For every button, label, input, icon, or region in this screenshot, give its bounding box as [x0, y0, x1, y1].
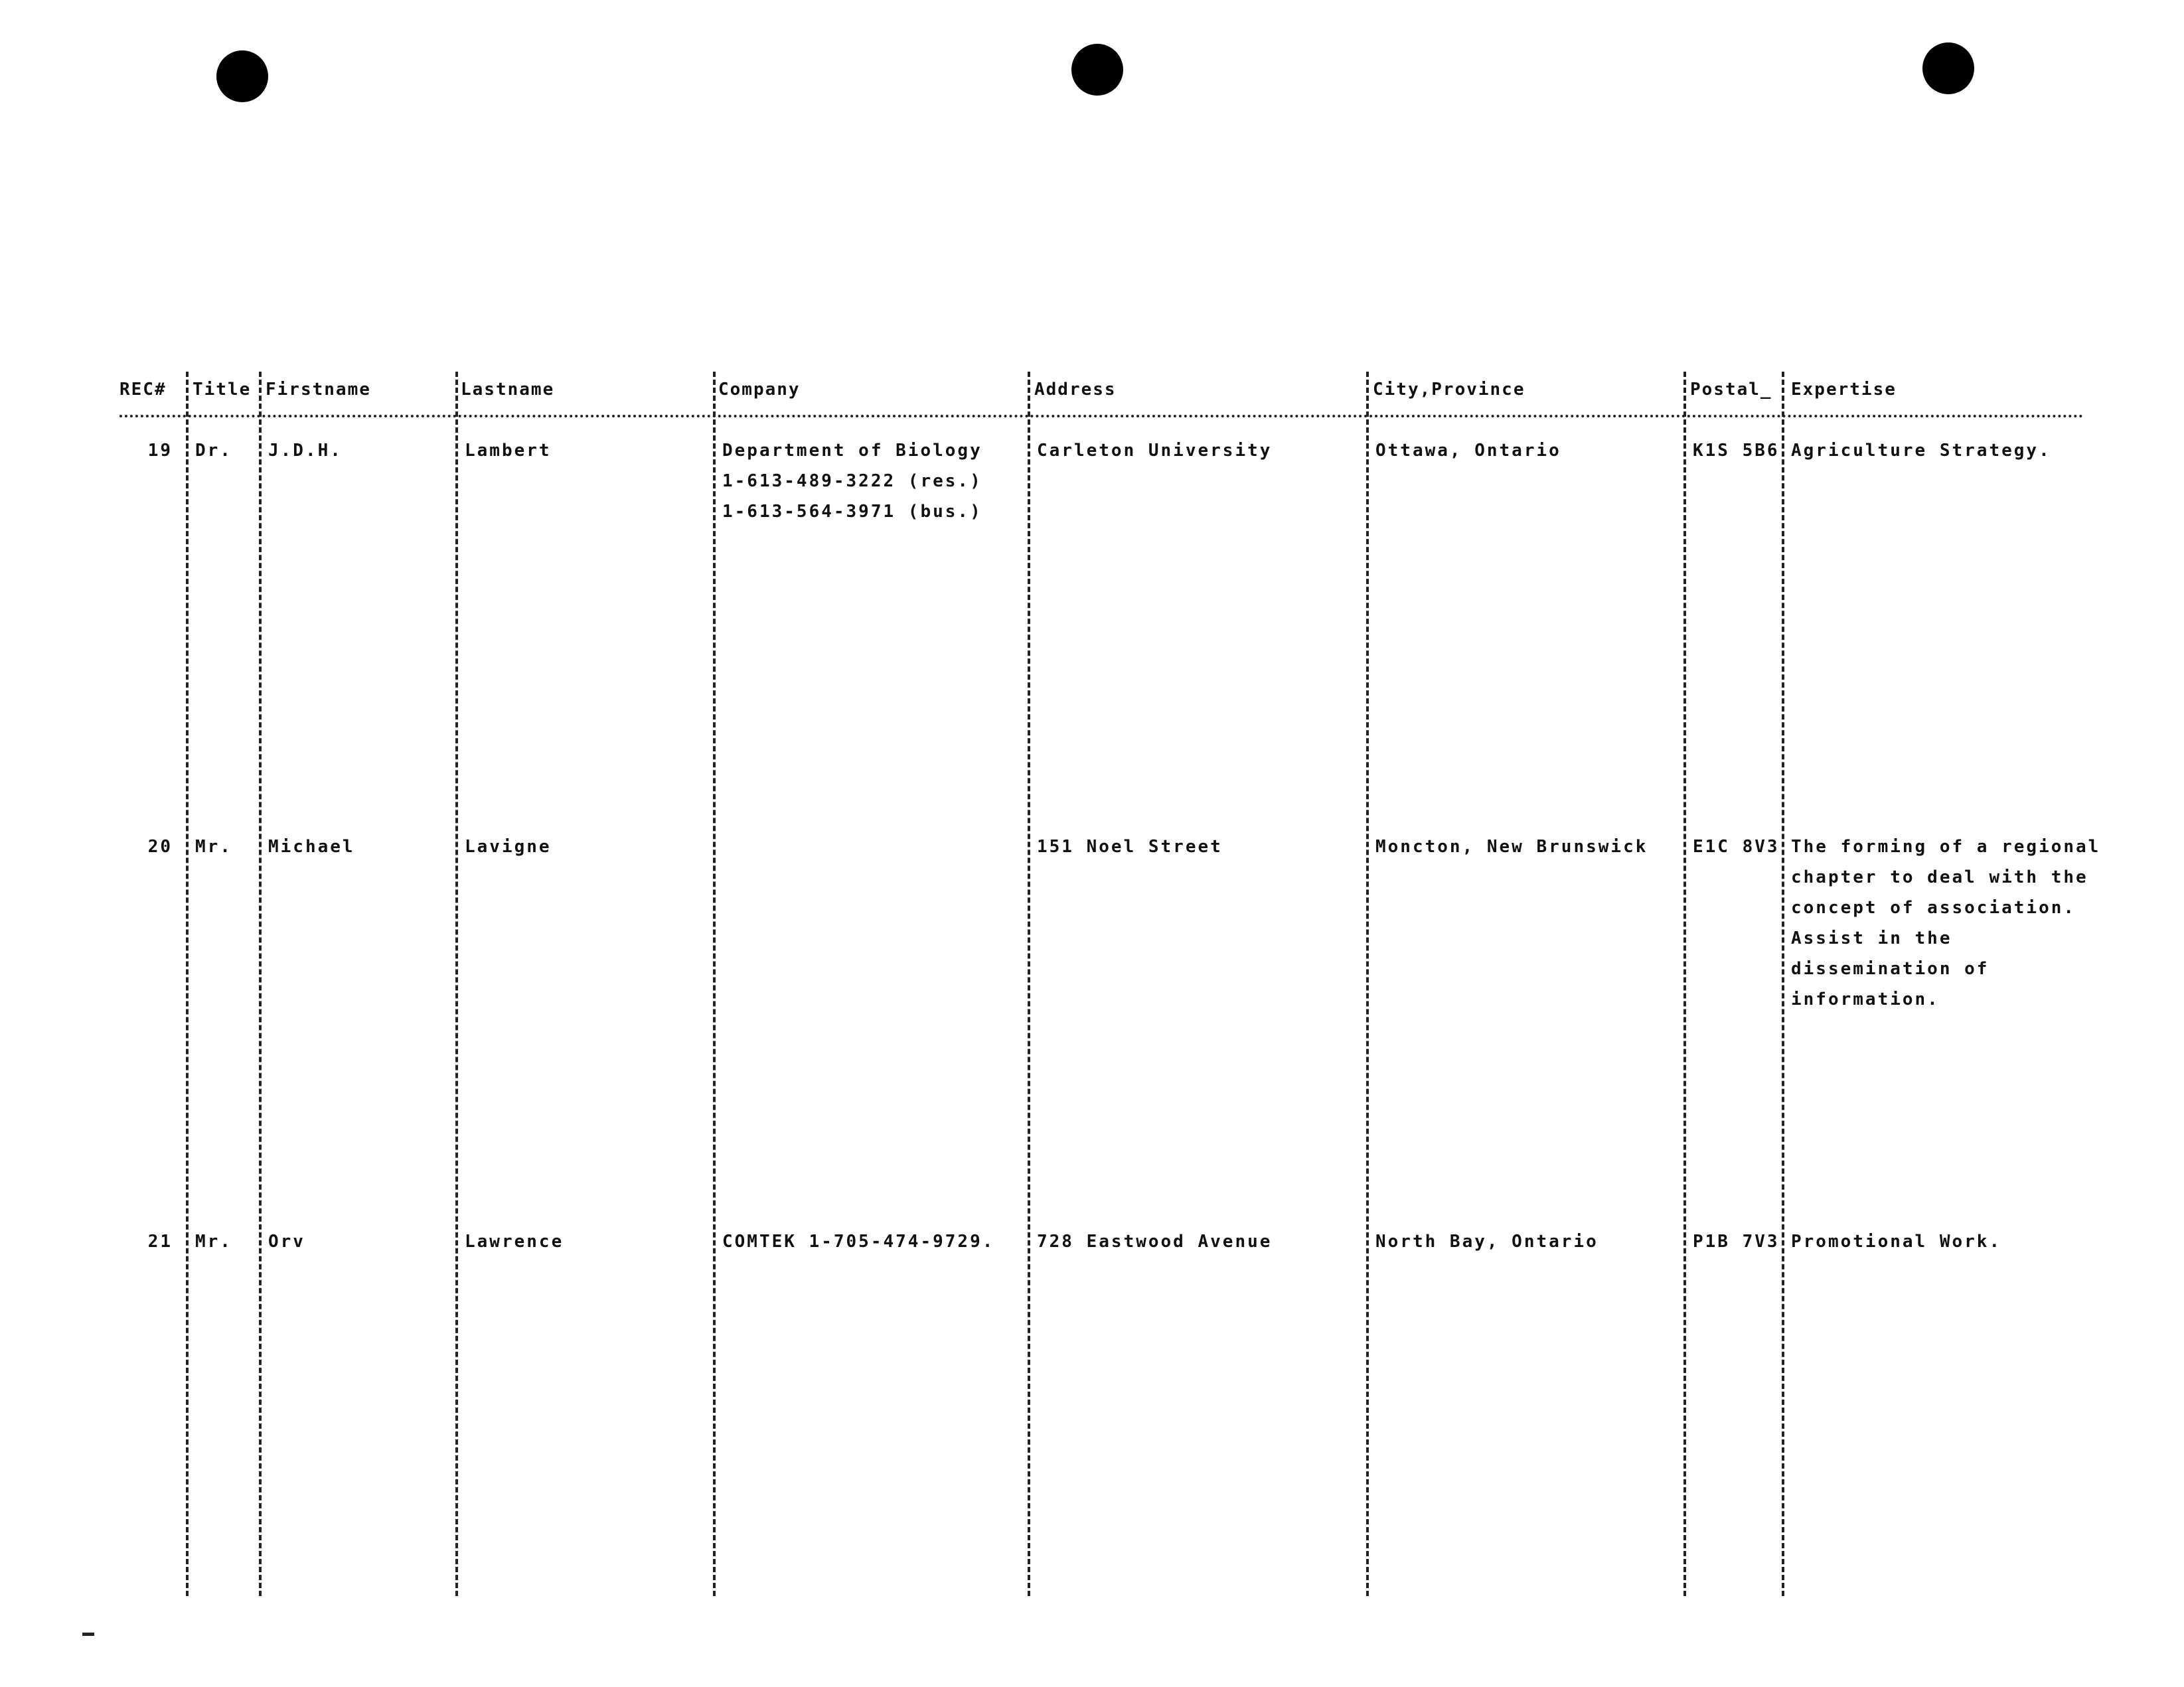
address-cell: 151 Noel Street: [1037, 837, 1223, 857]
expertise-line: Promotional Work.: [1791, 1232, 2002, 1252]
title-cell: Mr.: [195, 1232, 232, 1252]
header-expertise: Expertise: [1791, 380, 1897, 400]
firstname-cell: Orv: [268, 1232, 305, 1252]
divider-lastname: [455, 372, 458, 1596]
city-cell: North Bay, Ontario: [1375, 1232, 1599, 1252]
city-cell: Moncton, New Brunswick: [1375, 837, 1648, 857]
lastname-cell: Lambert: [465, 441, 552, 461]
lastname-cell: Lawrence: [465, 1232, 564, 1252]
postal-cell: E1C 8V3: [1693, 837, 1780, 857]
expertise-line: concept of association.: [1791, 898, 2076, 918]
company-line: 1-613-489-3222 (res.): [722, 471, 982, 491]
expertise-cell: [1791, 435, 2051, 466]
company-cell: [722, 1226, 994, 1257]
expertise-cell: [1791, 832, 2100, 1015]
company-line: Department of Biology: [722, 441, 982, 461]
header-title: Title: [193, 380, 252, 400]
firstname-cell: Michael: [268, 837, 355, 857]
punch-hole-right: [1922, 42, 1974, 94]
address-cell: 728 Eastwood Avenue: [1037, 1232, 1273, 1252]
header-city: City,Province: [1373, 380, 1525, 400]
company-line: COMTEK 1-705-474-9729.: [722, 1232, 995, 1252]
postal-cell: P1B 7V3: [1693, 1232, 1780, 1252]
header-firstname: Firstname: [266, 380, 371, 400]
postal-cell: K1S 5B6: [1693, 441, 1780, 461]
rec-number: 21: [147, 1232, 173, 1252]
header-divider: [119, 415, 2084, 417]
expertise-line: dissemination of: [1791, 959, 1989, 979]
expertise-line: Agriculture Strategy.: [1791, 441, 2051, 461]
divider-postal: [1683, 372, 1686, 1596]
divider-expertise: [1782, 372, 1784, 1596]
expertise-line: The forming of a regional: [1791, 837, 2101, 857]
divider-firstname: [259, 372, 262, 1596]
divider-city: [1366, 372, 1369, 1596]
header-lastname: Lastname: [461, 380, 555, 400]
address-cell: Carleton University: [1037, 441, 1273, 461]
punch-hole-middle: [1071, 44, 1123, 96]
punch-hole-left: [216, 50, 268, 102]
lastname-cell: Lavigne: [465, 837, 552, 857]
title-cell: Mr.: [195, 837, 232, 857]
firstname-cell: J.D.H.: [268, 441, 343, 461]
company-cell: [722, 435, 982, 527]
expertise-line: information.: [1791, 990, 1940, 1009]
expertise-cell: [1791, 1226, 2001, 1257]
expertise-line: Assist in the: [1791, 928, 1952, 948]
expertise-line: chapter to deal with the: [1791, 867, 2088, 887]
city-cell: Ottawa, Ontario: [1375, 441, 1561, 461]
divider-address: [1028, 372, 1030, 1596]
divider-title: [186, 372, 189, 1596]
rec-number: 20: [147, 837, 173, 857]
divider-company: [713, 372, 716, 1596]
title-cell: Dr.: [195, 441, 232, 461]
header-company: Company: [718, 380, 801, 400]
header-address: Address: [1034, 380, 1117, 400]
company-line: 1-613-564-3971 (bus.): [722, 502, 982, 522]
margin-mark: [82, 1633, 94, 1636]
header-postal: Postal_: [1690, 380, 1772, 400]
rec-number: 19: [147, 441, 173, 461]
header-rec: REC#: [119, 380, 167, 400]
